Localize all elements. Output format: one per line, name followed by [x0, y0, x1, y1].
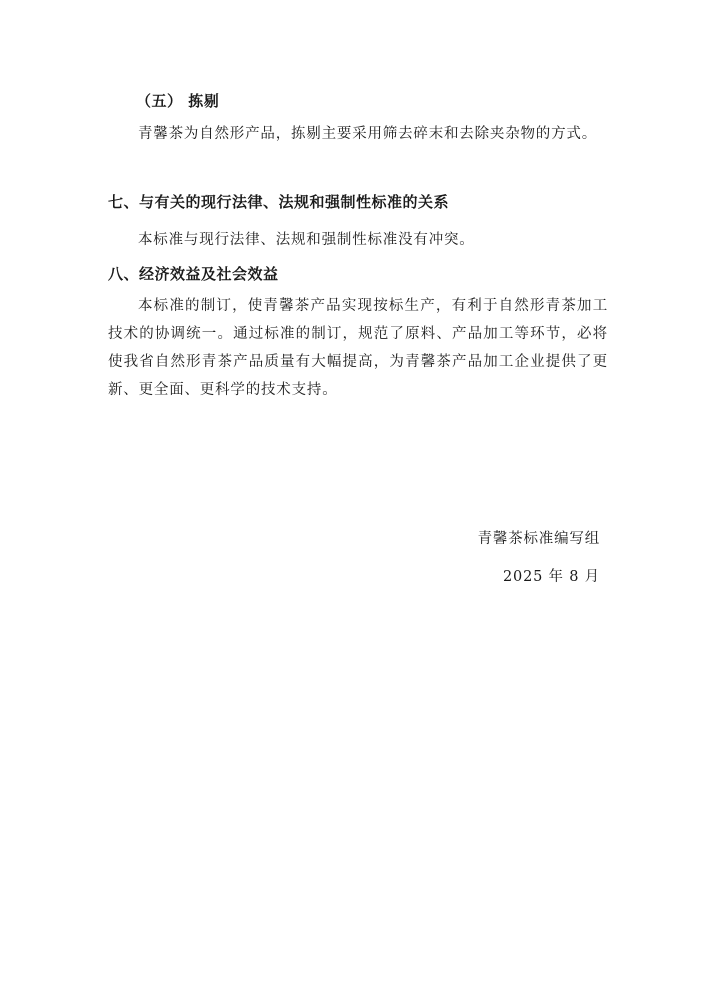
signature-organization: 青馨茶标准编写组 — [477, 531, 600, 547]
section-7-paragraph: 本标准与现行法律、法规和强制性标准没有冲突。 — [138, 232, 475, 248]
section-8-heading: 八、经济效益及社会效益 — [108, 265, 279, 283]
section-5-heading: （五） 拣剔 — [136, 92, 220, 110]
section-7-heading: 七、与有关的现行法律、法规和强制性标准的关系 — [108, 193, 450, 211]
section-5-paragraph: 青馨茶为自然形产品，拣剔主要采用筛去碎末和去除夹杂物的方式。 — [138, 126, 597, 142]
signature-date: 2025 年 8 月 — [503, 569, 600, 585]
section-8-paragraph: 本标准的制订，使青馨茶产品实现按标生产，有利于自然形青茶加工技术的协调统一。通过标准的制订，规范了原料、产品加工等环节，必将使我省自然形青茶产品质量有大幅提高，为青馨茶产品加工企业提供了更新、更全面、更科学的技术支持。 — [108, 298, 608, 398]
